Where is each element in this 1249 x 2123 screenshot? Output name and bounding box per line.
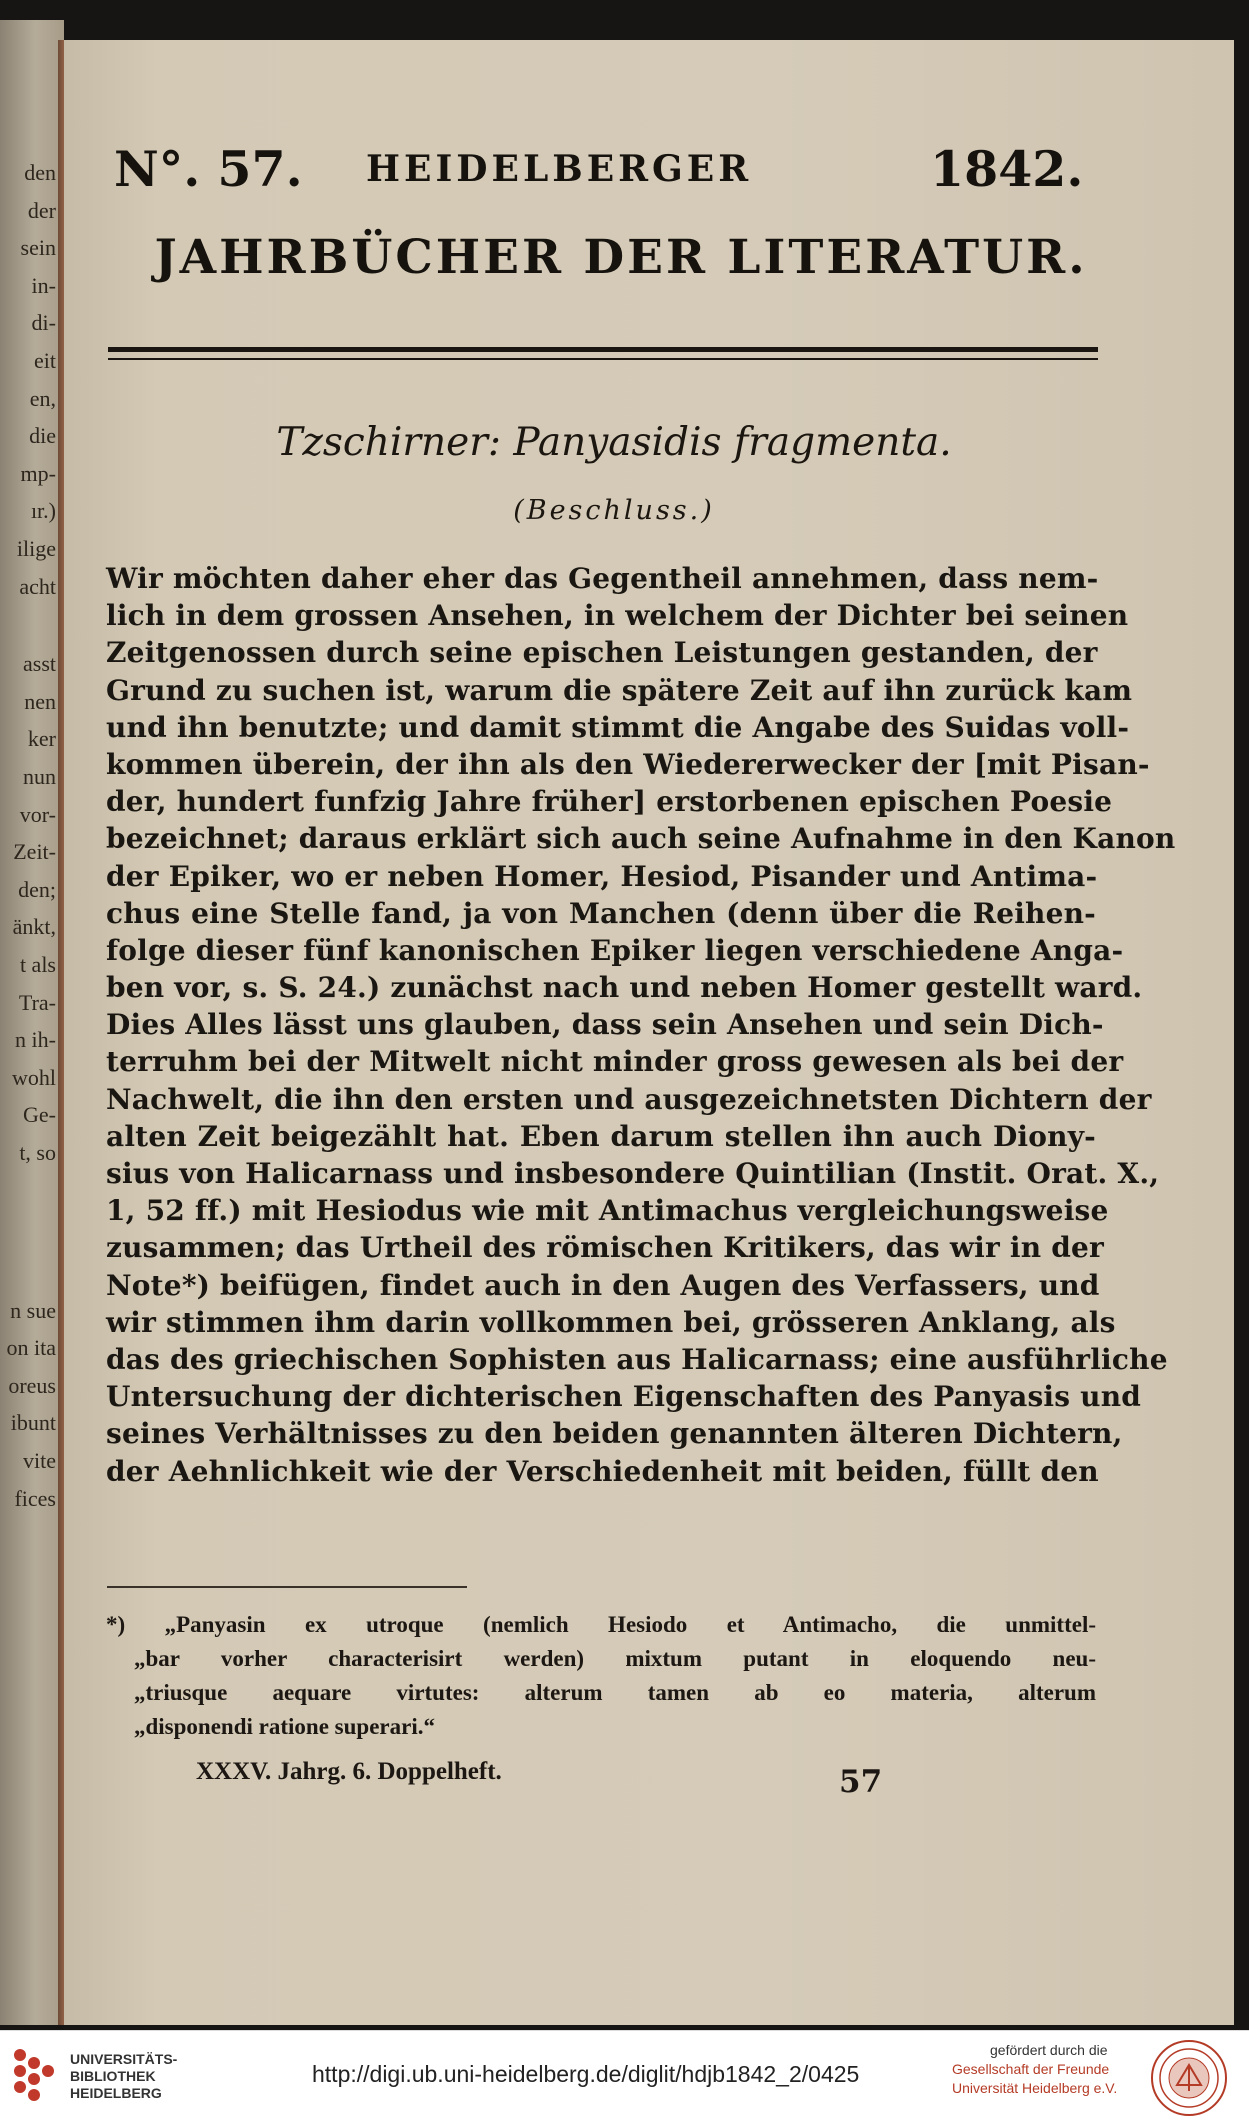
text-line: Dies Alles lässt uns glauben, dass sein Ansehen und sein Dich- [106,1008,1104,1042]
university-library-name [70,2051,177,2102]
header-rule-thin [108,358,1098,360]
prev-page-fragment: t, so [19,1140,56,1165]
prev-page-fragment: wohl [12,1064,56,1090]
issue-year: 1842. [930,140,1084,198]
footnote-rule [107,1586,467,1588]
text-line: lich in dem grossen Ansehen, in welchem der Dichter bei seinen [106,599,1129,633]
text-line: zusammen; das Urtheil des römischen Kritikers, das wir in der [106,1231,1104,1265]
prev-page-fragment: sein [20,235,56,261]
footnote-line: *) „Panyasin ex utroque (nemlich Hesiodo et Antimacho, die unmittel- [106,1612,1096,1637]
prev-page-fragment: ır.) [30,498,56,524]
prev-page-fragment: vor- [19,801,56,827]
sponsor-by-label: gefördert durch die [990,2042,1108,2058]
text-line: der, hundert funfzig Jahre früher] erstorbenen epischen Poesie [106,785,1113,819]
footnote-line: „bar vorher characterisirt werden) mixtum putant in eloquendo neu- [134,1646,1096,1671]
header-rule-thick [108,347,1098,352]
library-name-line: HEIDELBERG [70,2085,162,2101]
text-line: Grund zu suchen ist, warum die spätere Zeit auf ihn zurück kam [106,673,1133,707]
journal-subtitle: JAHRBÜCHER DER LITERATUR. [154,230,1088,285]
page-number: 57 [839,1764,883,1800]
text-line: kommen überein, der ihn als den Wiedererwecker der [mit Pisan- [106,747,1150,781]
text-line: Wir möchten daher eher das Gegentheil annehmen, dass nem- [106,562,1099,595]
prev-page-fragment: en, [29,385,56,411]
footnote-line: „disponendi ratione superari.“ [134,1714,435,1739]
signature-mark: XXXV. Jahrg. 6. Doppelheft. [196,1758,502,1785]
issue-number: N°. 57. [114,140,303,198]
prev-page-fragment: Ge- [23,1102,56,1128]
prev-page-fragment: asst [23,651,56,677]
text-line: terruhm bei der Mitwelt nicht minder gross gewesen als bei der [106,1045,1124,1079]
text-line: Note*) beifügen, findet auch in den Augen des Verfassers, und [106,1268,1100,1302]
permalink-url[interactable]: http://digi.ub.uni-heidelberg.de/diglit/hdjb1842_2/0425 [312,2061,860,2087]
journal-title: HEIDELBERGER [366,148,753,190]
prev-page-fragment: ilige [16,536,56,561]
prev-page-fragment: fices [14,1485,56,1511]
prev-page-fragment: Zeit- [13,839,56,865]
text-line: alten Zeit beigezählt hat. Eben darum stellen ihn auch Diony- [106,1119,1096,1153]
prev-page-fragment: n sue [10,1297,56,1323]
sponsor-name-line: Universität Heidelberg e.V. [952,2080,1118,2096]
footnote-line: „triusque aequare virtutes: alterum tamen ab eo materia, alterum [134,1680,1096,1705]
text-line: ben vor, s. S. 24.) zunächst nach und neben Homer gestellt ward. [106,971,1143,1005]
text-line: folge dieser fünf kanonischen Epiker liegen verschiedene Anga- [106,933,1124,967]
prev-page-fragment: nun [23,764,56,789]
prev-page-fragment: der [27,197,56,223]
text-line: sius von Halicarnass und insbesondere Quintilian (Instit. Orat. X., [106,1157,1160,1190]
previous-page-strip [0,20,64,2025]
prev-page-fragment: eit [34,348,56,373]
prev-page-fragment: nen [24,688,56,714]
prev-page-fragment: oreus [8,1372,56,1398]
library-name-line: BIBLIOTHEK [70,2068,156,2084]
prev-page-fragment: di- [31,310,56,336]
sponsor-credit [952,2041,1140,2098]
text-line: chus eine Stelle fand, ja von Manchen (denn über die Reihen- [106,896,1096,930]
prev-page-fragment: in- [31,272,56,298]
article-title: Tzschirner: Panyasidis fragmenta. [276,420,952,465]
university-seal-icon [1150,2039,1228,2117]
text-line: wir stimmen ihm darin vollkommen bei, grösseren Anklang, als [106,1305,1116,1339]
library-name-line: UNIVERSITÄTS- [70,2051,178,2067]
text-line: das des griechischen Sophisten aus Halicarnass; eine ausführliche [106,1342,1168,1376]
text-line: der Epiker, wo er neben Homer, Hesiod, Pisander und Antima- [106,859,1098,893]
text-line: Zeitgenossen durch seine epischen Leistungen gestanden, der [106,636,1098,670]
sponsor-name-line: Gesellschaft der Freunde [952,2061,1110,2077]
viewer-footer [0,2030,1249,2123]
text-line: Untersuchung der dichterischen Eigenschaften des Panyasis und [106,1380,1142,1414]
prev-page-fragment: den; [18,876,56,902]
text-line: 1, 52 ff.) mit Hesiodus wie mit Antimachus vergleichungsweise [106,1194,1109,1228]
article-subtitle: (Beschluss.) [513,495,715,526]
text-line: und ihn benutzte; und damit stimmt die Angabe des Suidas voll- [106,710,1130,744]
footnote [106,1608,1096,1744]
prev-page-fragment: vite [23,1448,56,1473]
text-line: bezeichnet; daraus erklärt sich auch seine Aufnahme in den Kanon [106,822,1176,856]
prev-page-fragment: n ih- [15,1027,56,1053]
prev-page-fragment: ker [27,726,56,752]
prev-page-fragment: die [29,423,56,449]
text-line: der Aehnlichkeit wie der Verschiedenheit mit beiden, füllt den [106,1454,1099,1488]
text-line: Nachwelt, die ihn den ersten und ausgezeichnetsten Dichtern der [106,1082,1152,1116]
prev-page-fragment: mp- [20,460,56,486]
prev-page-fragment: ibunt [10,1410,56,1436]
prev-page-fragment: Tra- [18,989,56,1015]
body-text [106,560,1176,1490]
text-line: seines Verhältnisses zu den beiden genannten älteren Dichtern, [106,1417,1123,1451]
prev-page-fragment: on ita [6,1335,56,1361]
prev-page-fragment: t als [19,952,56,977]
prev-page-fragment: änkt, [12,914,56,940]
prev-page-fragment: acht [19,573,56,599]
university-library-logo-icon [10,2045,58,2109]
journal-page [64,40,1234,2025]
prev-page-fragment: den [24,160,56,185]
